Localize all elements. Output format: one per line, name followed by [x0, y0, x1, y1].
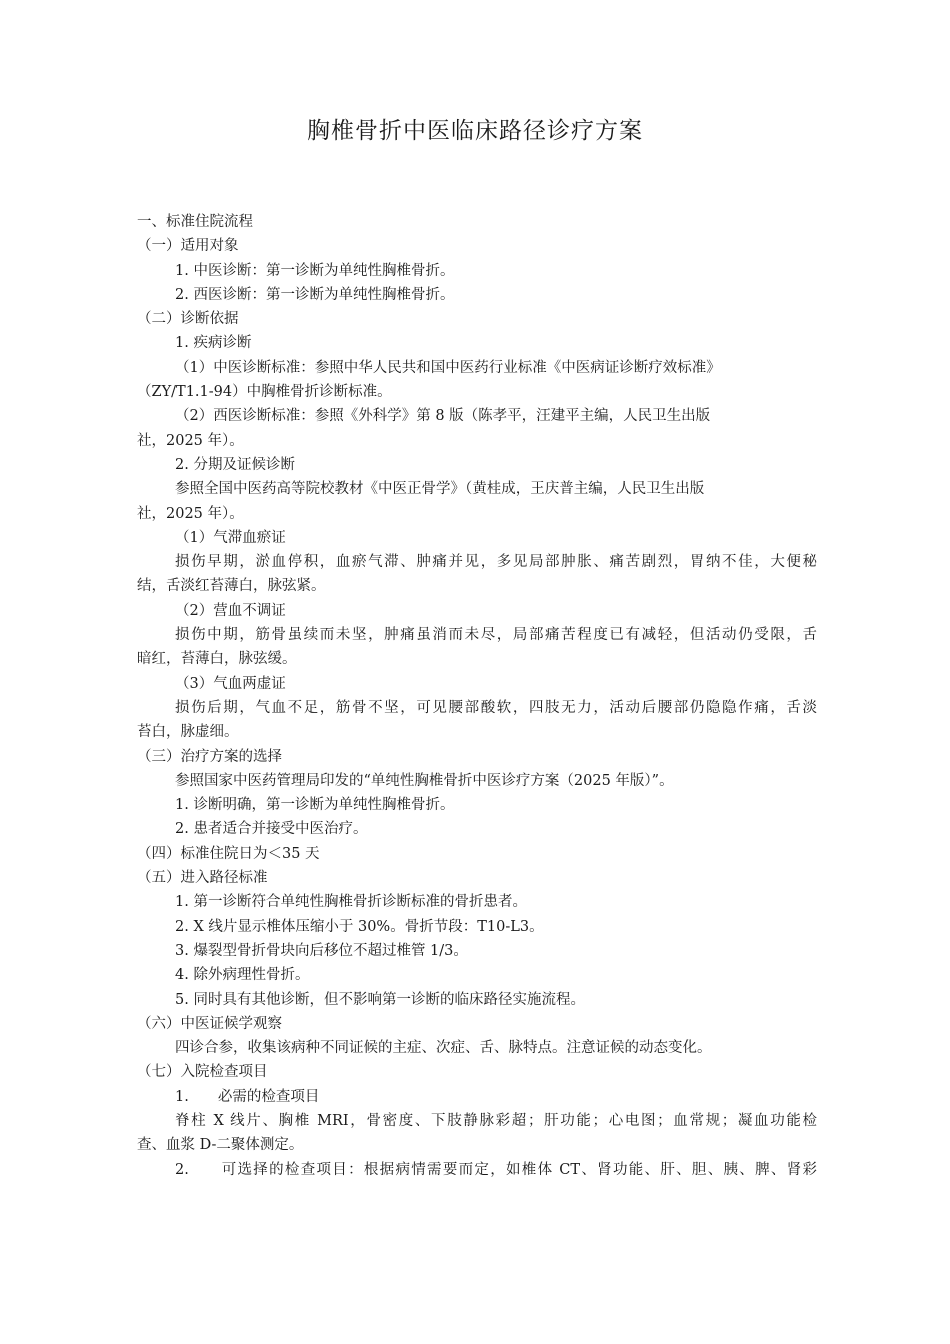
text-line: （1）中医诊断标准：参照中华人民共和国中医药行业标准《中医病证诊断疗效标准》 — [175, 359, 721, 376]
text-line: 参照国家中医药管理局印发的“单纯性胸椎骨折中医诊疗方案（2025 年版）”。 — [175, 772, 674, 789]
text-line: 损伤中期，筋骨虽续而未坚，肿痛虽消而未尽，局部痛苦程度已有减轻，但活动仍受限，舌 — [175, 627, 817, 644]
text-line: 查、血浆 D-二聚体测定。 — [137, 1137, 304, 1154]
text-line: （七）入院检查项目 — [137, 1064, 268, 1081]
text-line: （三）治疗方案的选择 — [137, 748, 282, 765]
text-line: 1. 疾病诊断 — [175, 335, 252, 352]
text-line: 1. 诊断明确，第一诊断为单纯性胸椎骨折。 — [175, 797, 455, 814]
text-line: 参照全国中医药高等院校教材《中医正骨学》（黄桂成，王庆普主编，人民卫生出版 — [175, 481, 705, 498]
text-line: 社，2025 年）。 — [137, 432, 244, 449]
text-line: 暗红，苔薄白，脉弦缓。 — [137, 651, 297, 668]
text-line: 2. 患者适合并接受中医治疗。 — [175, 821, 368, 838]
text-line: 四诊合参，收集该病种不同证候的主症、次症、舌、脉特点。注意证候的动态变化。 — [175, 1040, 712, 1057]
text-line: 1. 必需的检查项目 — [175, 1088, 320, 1105]
text-line: 4. 除外病理性骨折。 — [175, 967, 310, 984]
text-line: （2）西医诊断标准：参照《外科学》第 8 版（陈孝平，汪建平主编，人民卫生出版 — [175, 408, 711, 425]
text-line: 结，舌淡红苔薄白，脉弦紧。 — [137, 578, 326, 595]
text-line: 社，2025 年）。 — [137, 505, 244, 522]
text-line: 2. 西医诊断：第一诊断为单纯性胸椎骨折。 — [175, 286, 455, 303]
text-line: 损伤早期，淤血停积，血瘀气滞、肿痛并见，多见局部肿胀、痛苦剧烈，胃纳不佳，大便秘 — [175, 554, 817, 571]
text-line: 损伤后期，气血不足，筋骨不坚，可见腰部酸软，四肢无力，活动后腰部仍隐隐作痛，舌淡 — [175, 699, 817, 716]
page-title: 胸椎骨折中医临床路径诊疗方案 — [307, 118, 643, 144]
text-line: 一、标准住院流程 — [137, 214, 253, 230]
text-line: （五）进入路径标准 — [137, 870, 268, 887]
text-line: （二）诊断依据 — [137, 311, 239, 328]
text-line: （2）营血不调证 — [175, 602, 286, 619]
text-line: 1. 中医诊断：第一诊断为单纯性胸椎骨折。 — [175, 262, 455, 279]
text-line: （四）标准住院日为＜35 天 — [137, 845, 320, 862]
text-line: 2. X 线片显示椎体压缩小于 30%。骨折节段：T10-L3。 — [175, 918, 544, 935]
text-line: （3）气血两虚证 — [175, 675, 286, 692]
text-line: 苔白，脉虚细。 — [137, 724, 239, 741]
text-line: 1. 第一诊断符合单纯性胸椎骨折诊断标准的骨折患者。 — [175, 894, 527, 911]
text-line: 3. 爆裂型骨折骨块向后移位不超过椎管 1/3。 — [175, 942, 468, 959]
text-line: 2. 分期及证候诊断 — [175, 456, 295, 473]
text-line: 5. 同时具有其他诊断，但不影响第一诊断的临床路径实施流程。 — [175, 991, 585, 1008]
text-line: （一）适用对象 — [137, 238, 239, 255]
text-line: （1）气滞血瘀证 — [175, 529, 286, 546]
text-line: 脊柱 X 线片、胸椎 MRI，骨密度、下肢静脉彩超；肝功能；心电图；血常规；凝血功能检 — [175, 1112, 817, 1129]
text-line: 2. 可选择的检查项目：根据病情需要而定，如椎体 CT、肾功能、肝、胆、胰、脾、肾彩 — [175, 1161, 817, 1178]
document-body — [137, 210, 817, 1182]
text-line: （ZY/T1.1-94）中胸椎骨折诊断标准。 — [137, 384, 392, 401]
text-line: （六）中医证候学观察 — [137, 1015, 282, 1032]
